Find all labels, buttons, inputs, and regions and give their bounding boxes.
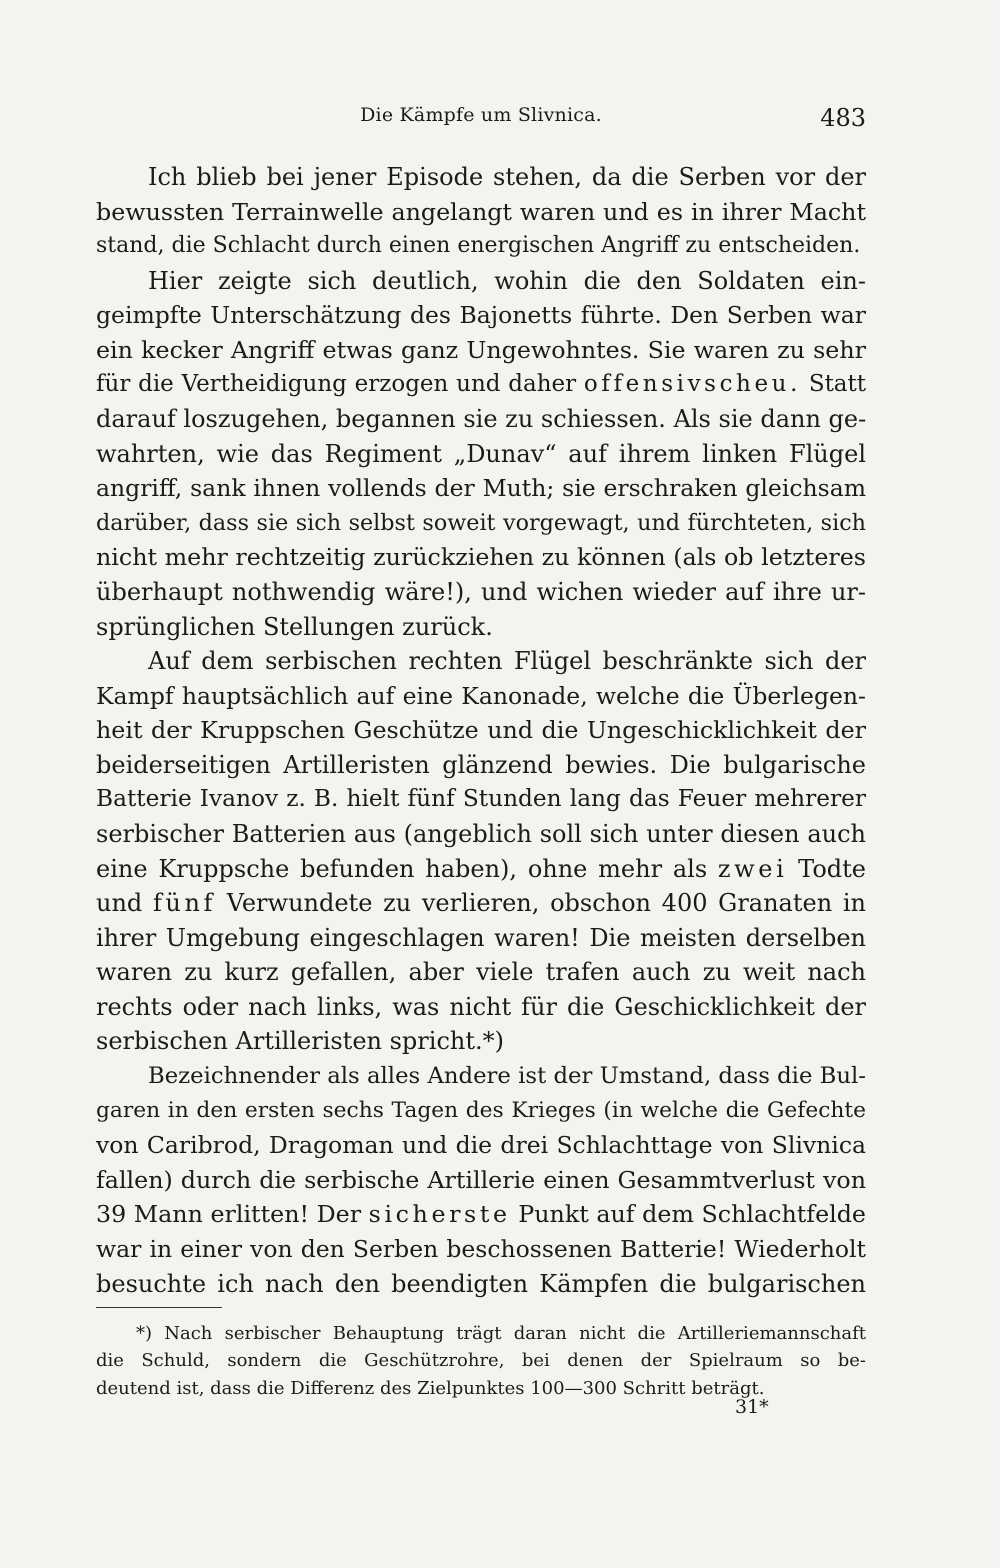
text-line: Batterie Ivanov z. B. hielt fünf Stunden lang das Feuer mehrerer xyxy=(96,785,866,813)
text-span: 39 Mann erlitten! Der xyxy=(96,1200,362,1229)
text-line: ein kecker Angriff etwas ganz Ungewohntes. Sie waren zu sehr xyxy=(96,335,866,364)
text-line: Hier zeigte sich deutlich, wohin die den Soldaten ein- xyxy=(148,266,866,295)
text-line: Ich blieb bei jener Episode stehen, da die Serben vor der xyxy=(148,163,866,191)
text-line: fallen) durch die serbische Artillerie einen Gesammtverlust von xyxy=(96,1165,866,1194)
text-line: nicht mehr rechtzeitig zurückziehen zu können (als ob letzteres xyxy=(96,543,866,572)
text-line: heit der Kruppschen Geschütze und die Ungeschicklichkeit der xyxy=(96,716,866,745)
text-line: wahrten, wie das Regiment „Dunav“ auf ihrem linken Flügel xyxy=(96,439,866,468)
text-line xyxy=(96,367,866,402)
text-line: garen in den ersten sechs Tagen des Krieges (in welche die Gefechte xyxy=(96,1097,866,1123)
signature-mark: 31* xyxy=(735,1396,769,1418)
emphasized-word: zwei xyxy=(717,854,788,883)
text-line: waren zu kurz gefallen, aber viele trafen auch zu weit nach xyxy=(96,958,866,987)
text-span: Punkt auf dem Schlachtfelde xyxy=(518,1200,866,1229)
text-line: Kampf hauptsächlich auf eine Kanonade, welche die Überlegen- xyxy=(96,681,866,710)
text-line: Bezeichnender als alles Andere ist der Umstand, dass die Bul- xyxy=(148,1063,866,1090)
emphasized-word: sicherste xyxy=(368,1200,511,1229)
text-span: Verwundete zu verlieren, obschon 400 Granaten in xyxy=(226,889,866,918)
body-text xyxy=(96,160,866,1301)
footnote-line: die Schuld, sondern die Geschützrohre, bei denen der Spielraum so be- xyxy=(96,1350,866,1372)
text-line: geimpfte Unterschätzung des Bajonetts führte. Den Serben war xyxy=(96,301,866,330)
text-line: beiderseitigen Artilleristen glänzend bewies. Die bulgarische xyxy=(96,750,866,779)
text-line: serbischen Artilleristen spricht.*) xyxy=(96,1027,504,1056)
text-line: stand, die Schlacht durch einen energischen Angriff zu entscheiden. xyxy=(96,233,861,259)
footnote-line: *) Nach serbischer Behauptung trägt daran nicht die Artilleriemannschaft xyxy=(136,1323,866,1344)
page-number: 483 xyxy=(820,104,866,132)
running-title: Die Kämpfe um Slivnica. xyxy=(360,104,602,126)
text-line: sprünglichen Stellungen zurück. xyxy=(96,612,493,641)
footnote-divider xyxy=(96,1307,222,1308)
text-line: rechts oder nach links, was nicht für die Geschicklichkeit der xyxy=(96,992,866,1021)
text-line xyxy=(96,852,866,887)
text-span: Statt xyxy=(808,371,867,398)
text-span: Todte xyxy=(798,854,866,883)
text-line xyxy=(96,1197,866,1232)
text-span: und xyxy=(96,889,143,918)
text-line: serbischer Batterien aus (angeblich soll sich unter diesen auch xyxy=(96,819,866,848)
text-line: darüber, dass sie sich selbst soweit vorgewagt, und fürchteten, sich xyxy=(96,509,866,536)
text-line: ihrer Umgebung eingeschlagen waren! Die meisten derselben xyxy=(96,923,866,952)
text-line: überhaupt nothwendig wäre!), und wichen wieder auf ihre ur- xyxy=(96,577,866,606)
text-span: eine Kruppsche befunden haben), ohne mehr als xyxy=(96,854,708,883)
text-line: Auf dem serbischen rechten Flügel beschränkte sich der xyxy=(148,647,866,676)
text-line: darauf loszugehen, begannen sie zu schiessen. Als sie dann ge- xyxy=(96,405,867,434)
text-line: war in einer von den Serben beschossenen Batterie! Wiederholt xyxy=(96,1234,866,1263)
footnote-line: deutend ist, dass die Differenz des Zielpunktes 100—300 Schritt beträgt. xyxy=(96,1377,765,1399)
text-line: besuchte ich nach den beendigten Kämpfen die bulgarischen xyxy=(96,1269,866,1298)
text-line: angriff, sank ihnen vollends der Muth; sie erschraken gleichsam xyxy=(96,474,866,503)
emphasized-word: fünf xyxy=(152,889,217,918)
text-line xyxy=(96,886,866,921)
running-head xyxy=(96,104,866,138)
emphasized-word: offensivscheu. xyxy=(583,371,802,398)
footnote xyxy=(96,1320,866,1402)
text-line: von Caribrod, Dragoman und die drei Schlachttage von Slivnica xyxy=(96,1131,866,1160)
text-line: bewussten Terrainwelle angelangt waren und es in ihrer Macht xyxy=(96,197,866,226)
text-span: für die Vertheidigung erzogen und daher xyxy=(96,371,577,398)
